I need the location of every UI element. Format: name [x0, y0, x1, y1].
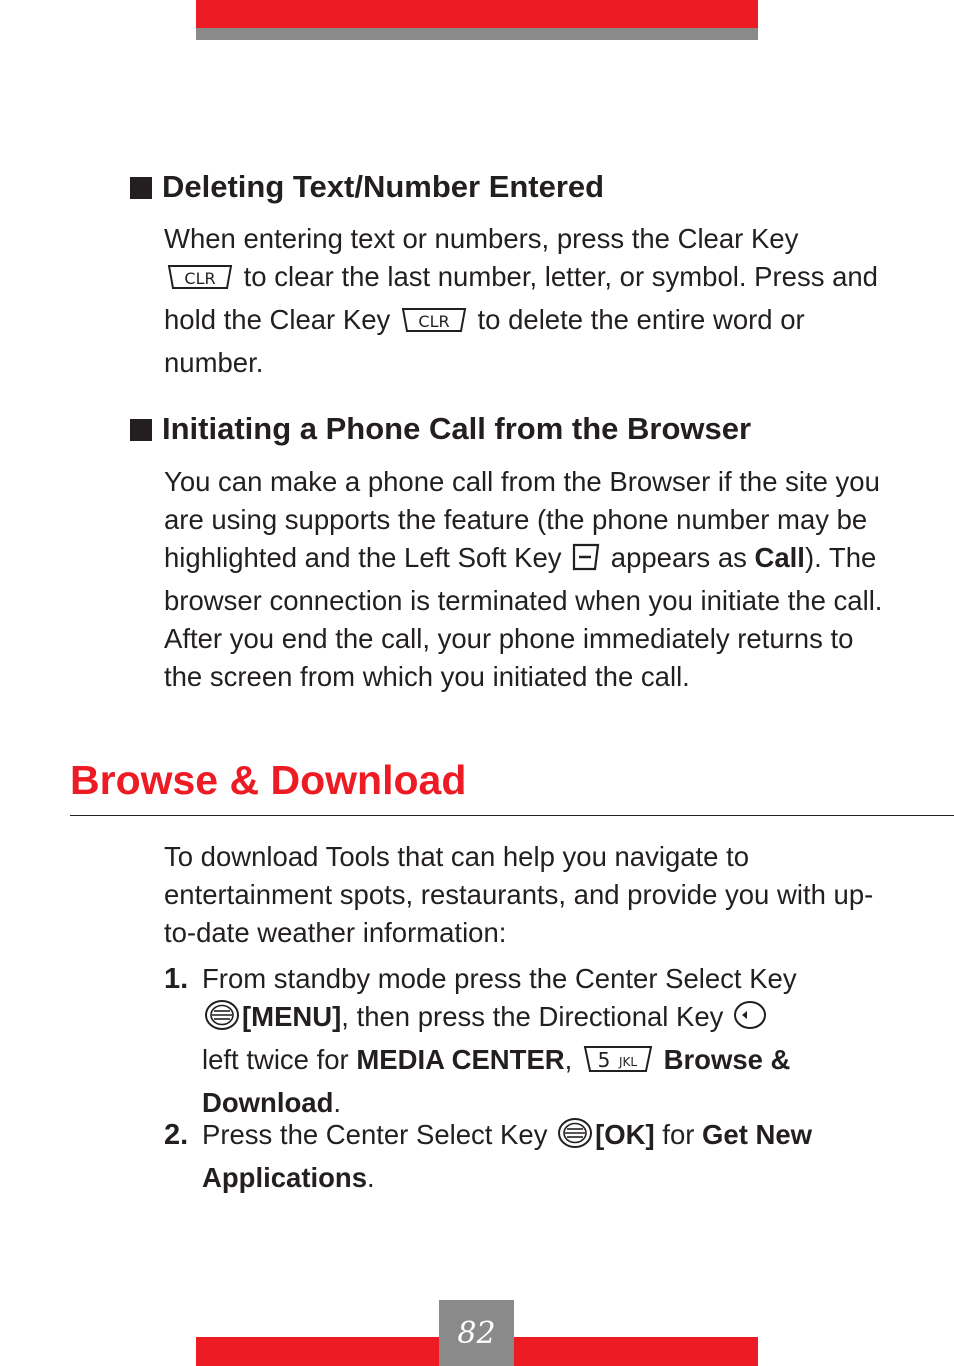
svg-text:CLR: CLR — [418, 312, 450, 331]
five-jkl-key-icon — [582, 1044, 654, 1084]
svg-text:CLR: CLR — [184, 269, 216, 288]
svg-text:5: 5 — [597, 1048, 611, 1072]
step-number: 1. — [164, 963, 189, 995]
clear-key-icon — [400, 306, 468, 344]
clear-key-icon — [166, 263, 234, 301]
center-select-key-icon — [557, 1117, 593, 1159]
step-text: From standby mode press the Center Select Key [MENU], then press the Directional Key left twice for MEDIA CENTER, 5 JKL Browse & Download. — [202, 963, 797, 1118]
top-red-bar — [196, 0, 758, 28]
step-number: 2. — [164, 1119, 189, 1151]
section-body-initiating-call: You can make a phone call from the Browser if the site you are using supports the feature (the phone number may be highlighted and the Left Soft Key appears as Call). The browser connection is terminated when you initiate the call. After you end the call, your phone immediately returns to the screen from which you initiated the call. — [164, 466, 883, 692]
square-bullet-icon — [130, 419, 152, 441]
page-heading: Browse & Download — [70, 757, 467, 803]
step-1 — [164, 960, 894, 1122]
directional-key-left-icon — [733, 999, 767, 1041]
left-soft-key-icon — [571, 542, 601, 582]
step-2 — [164, 1116, 894, 1197]
section-title-initiating-call: Initiating a Phone Call from the Browser — [130, 410, 751, 448]
square-bullet-icon — [130, 177, 152, 199]
page-number-box — [439, 1300, 514, 1366]
section-body-deleting: When entering text or numbers, press the Clear Key CLR to clear the last number, letter, or symbol. Press and hold the Clear Key CLR to delete the entire word or number. — [164, 223, 878, 378]
center-select-key-icon — [204, 999, 240, 1041]
heading-rule — [70, 815, 954, 816]
page-number: 82 — [457, 1315, 496, 1351]
top-gray-bar — [196, 28, 758, 40]
intro-text: To download Tools that can help you navigate to entertainment spots, restaurants, and provide you with up-to-date weather information: — [164, 841, 874, 948]
svg-text:JKL: JKL — [618, 1055, 637, 1069]
step-text: Press the Center Select Key [OK] for Get New Applications. — [202, 1119, 813, 1193]
section-title-deleting: Deleting Text/Number Entered — [130, 168, 604, 206]
